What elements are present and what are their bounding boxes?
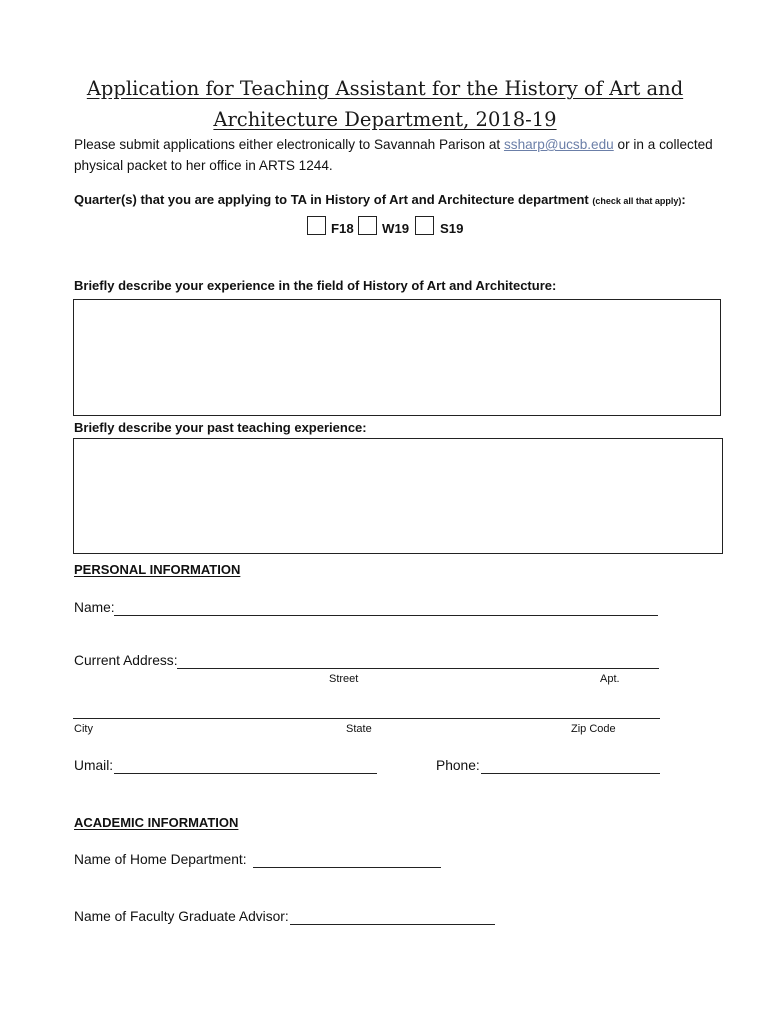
name-input-line[interactable]: [114, 615, 658, 616]
city-caption: City: [74, 723, 93, 735]
advisor-input-line[interactable]: [290, 924, 495, 925]
checkbox-s19-label: S19: [440, 221, 464, 236]
teaching-textarea[interactable]: [73, 438, 723, 554]
name-label: Name:: [74, 600, 115, 615]
quarters-question-text: Quarter(s) that you are applying to TA in History of Art and Architecture department: [74, 192, 589, 207]
home-dept-label: Name of Home Department:: [74, 852, 247, 867]
quarters-colon: :: [681, 192, 686, 207]
checkbox-f18-label: F18: [331, 221, 354, 236]
personal-info-heading: PERSONAL INFORMATION: [74, 562, 241, 577]
home-dept-input-line[interactable]: [253, 867, 441, 868]
umail-label: Umail:: [74, 758, 114, 773]
checkbox-w19[interactable]: [358, 216, 377, 235]
checkbox-w19-label: W19: [382, 221, 410, 236]
phone-input-line[interactable]: [481, 773, 660, 774]
address-city-line[interactable]: [73, 718, 660, 719]
form-title-line-1: Application for Teaching Assistant for the History of Art and: [86, 77, 684, 100]
advisor-label: Name of Faculty Graduate Advisor:: [74, 909, 289, 924]
umail-input-line[interactable]: [114, 773, 377, 774]
checkbox-s19[interactable]: [415, 216, 434, 235]
intro-paragraph: [74, 134, 714, 176]
address-street-line[interactable]: [177, 668, 659, 669]
quarters-question: [74, 192, 686, 207]
phone-label: Phone:: [436, 758, 480, 773]
checkbox-f18[interactable]: [307, 216, 326, 235]
intro-text-after: or in a collected physical packet to her office in ARTS 1244.: [74, 137, 713, 173]
street-caption: Street: [329, 673, 359, 685]
quarters-note: (check all that apply): [592, 196, 682, 206]
address-label: Current Address:: [74, 653, 178, 668]
apt-caption: Apt.: [600, 673, 620, 685]
zip-caption: Zip Code: [571, 723, 616, 735]
academic-info-heading: ACADEMIC INFORMATION: [74, 815, 239, 830]
teaching-label: Briefly describe your past teaching experience:: [74, 420, 367, 435]
experience-textarea[interactable]: [73, 299, 721, 416]
experience-label: Briefly describe your experience in the field of History of Art and Architecture:: [74, 278, 557, 293]
email-link[interactable]: ssharp@ucsb.edu: [503, 137, 614, 152]
state-caption: State: [346, 723, 372, 735]
intro-text-before: Please submit applications either electronically to Savannah Parison at: [74, 137, 504, 152]
form-title-line-2: Architecture Department, 2018-19: [213, 108, 557, 131]
